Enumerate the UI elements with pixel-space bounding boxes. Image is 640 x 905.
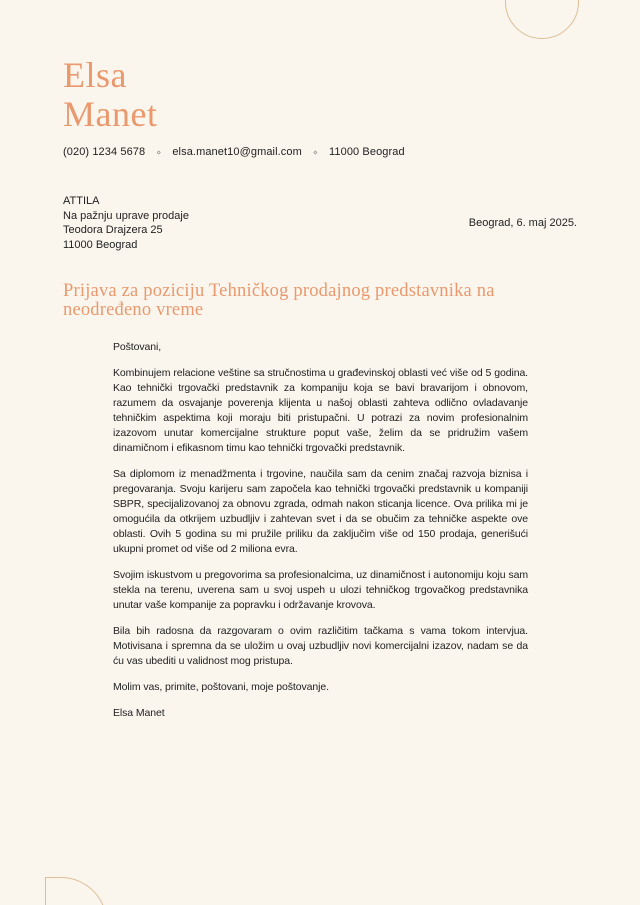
recipient-street: Teodora Drajzera 25 bbox=[63, 224, 163, 236]
letter-subject: Prijava za poziciju Tehničkog prodajnog predstavnika na neodređeno vreme bbox=[63, 281, 495, 320]
recipient-attention-line: Na pažnju uprave prodaje bbox=[63, 209, 189, 222]
postal-city: 11000 Beograd bbox=[329, 146, 405, 158]
signature-name: Elsa Manet bbox=[113, 707, 165, 719]
letter-header bbox=[63, 56, 577, 158]
applicant-first-name: Elsa bbox=[63, 55, 127, 95]
letter-body bbox=[113, 340, 528, 721]
applicant-name bbox=[63, 56, 577, 134]
email-address: elsa.manet10@gmail.com bbox=[172, 146, 302, 158]
letter-paragraph: Svojim iskustvom u pregovorima sa profesionalcima, uz dinamičnost i autonomiju koju sam stekla na terenu, uverena sam u svoj uspeh u ulozi tehničkog trgovačkog predstavnika unutar vaše kompanije za popravku i održavanje krovova. bbox=[113, 569, 528, 611]
decorative-corner-shape bbox=[45, 877, 107, 905]
recipient-address bbox=[63, 194, 189, 252]
contact-info bbox=[63, 146, 577, 158]
date-location-line: Beograd, 6. maj 2025. bbox=[468, 217, 577, 229]
letter-paragraph: Sa diplomom iz menadžmenta i trgovine, naučila sam da cenim značaj razvoja biznisa i pregovaranja. Svoju karijeru sam započela kao tehnički trgovački predstavnik u kompaniji SBPR, specijalizovanoj za obnovu zgrada, odmah nakon sticanja licence. Ova prilika mi je omogućila da otkrijem uzbudljiv i zahtevan svet i da se obučim za tehničke aspekte ove oblasti. Ovih 5 godina su mi pružile priliku da zaključim više od 150 prodaja, generišući ukupni promet od više od 2 miliona evra. bbox=[113, 468, 528, 555]
letter-paragraph: Kombinujem relacione veštine sa stručnostima u građevinskoj oblasti već više od 5 godina. Kao tehnički trgovački predstavnik za kompaniju koja se bavi bravarijom i obnovom, razumem da osvajanje poverenja klijenta u našoj oblasti zahteva odlično ovladavanje tehničkim aspektima koji moraju biti pristupačni. U potrazi za novim profesionalnim izazovom unutar komercijalne strukture poput vaše, želim da se pridružim vašem dinamičnom i efikasnom timu kao tehnički trgovački predstavnik. bbox=[113, 367, 528, 454]
diamond-separator-icon: ⋄ bbox=[156, 147, 162, 157]
applicant-last-name: Manet bbox=[63, 94, 158, 134]
salutation: Poštovani, bbox=[113, 341, 162, 353]
letter-paragraph: Bila bih radosna da razgovaram o ovim različitim tačkama s vama tokom intervjua. Motivisana i spremna da se uložim u ovaj uzbudljiv novi komercijalni izazov, nadam se da ću vas ubediti u validnost mog pristupa. bbox=[113, 625, 528, 667]
diamond-separator-icon: ⋄ bbox=[312, 147, 318, 157]
recipient-city: 11000 Beograd bbox=[63, 238, 138, 251]
phone-number: (020) 1234 5678 bbox=[63, 146, 146, 158]
recipient-company: ATTILA bbox=[63, 195, 100, 207]
recipient-and-date-row bbox=[63, 194, 577, 252]
closing-line: Molim vas, primite, poštovani, moje poštovanje. bbox=[113, 681, 329, 693]
